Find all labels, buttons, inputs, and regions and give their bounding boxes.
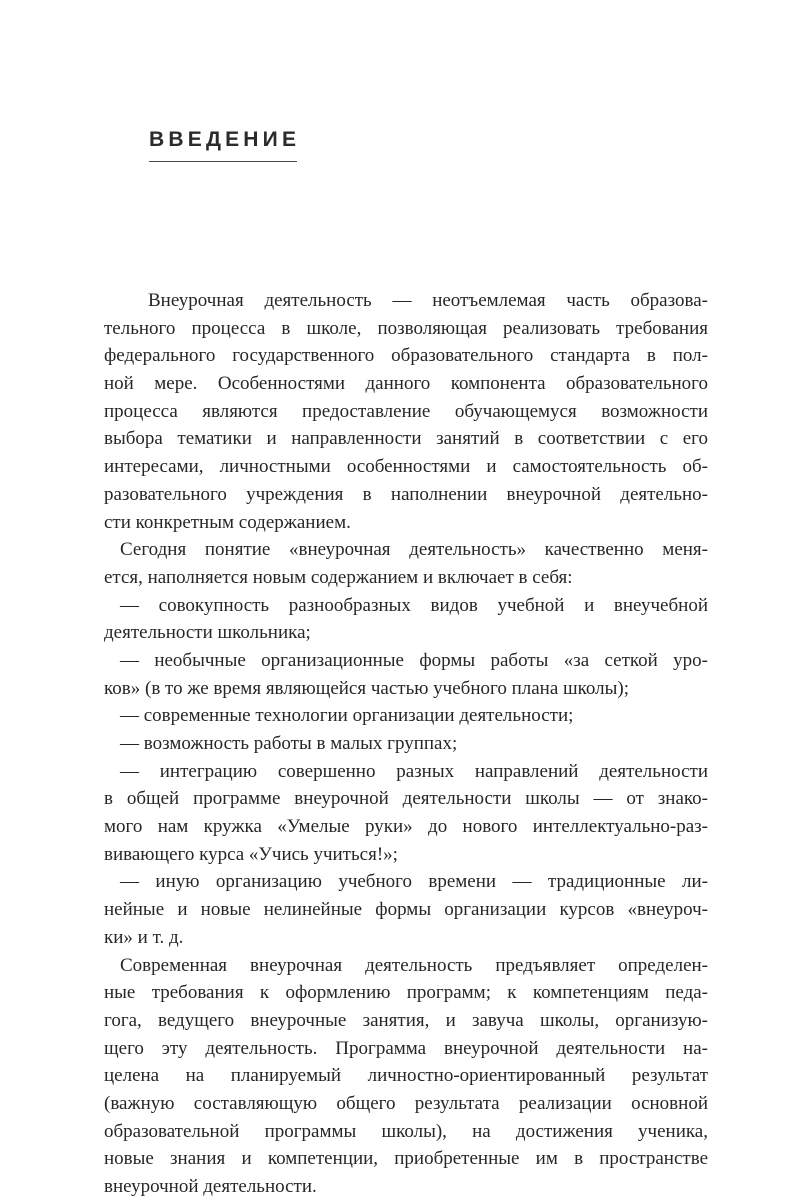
text-line: процесса являются предоставление обучающемуся возможности [104, 400, 708, 422]
text-line: деятельности школьника; [104, 622, 311, 644]
text-line: — возможность работы в малых группах; [120, 733, 458, 754]
text-line: — совокупность разнообразных видов учебной и внеучебной [120, 594, 708, 616]
text-line: разовательного учреждения в наполнении внеурочной деятельно- [104, 483, 708, 505]
text-line: (важную составляющую общего результата реализации основной [104, 1092, 708, 1114]
text-line: гога, ведущего внеурочные занятия, и завуча школы, организую- [104, 1009, 708, 1031]
text-line: — интеграцию совершенно разных направлений деятельности [120, 760, 708, 782]
text-line: образовательной программы школы), на достижения ученика, [104, 1120, 708, 1142]
text-line: ные требования к оформлению программ; к компетенциям педа- [104, 982, 708, 1004]
text-line: ется, наполняется новым содержанием и включает в себя: [104, 566, 573, 588]
text-line: интересами, личностными особенностями и самостоятельность об- [104, 456, 708, 478]
body-text [104, 287, 708, 1201]
text-line: выбора тематики и направленности занятий в соответствии с его [104, 428, 708, 450]
text-line: Сегодня понятие «внеурочная деятельность» качественно меня- [120, 539, 708, 561]
text-line: вивающего курса «Учись учиться!»; [104, 843, 398, 865]
text-line: — современные технологии организации деятельности; [120, 705, 574, 727]
text-line: тельного процесса в школе, позволяющая реализовать требования [104, 317, 708, 339]
text-line: — иную организацию учебного времени — традиционные ли- [120, 871, 708, 893]
text-line: ки» и т. д. [104, 926, 184, 948]
text-line: федерального государственного образовательного стандарта в пол- [104, 345, 708, 367]
text-line: в общей программе внеурочной деятельности школы — от знако- [104, 788, 708, 810]
text-line: целена на планируемый личностно-ориентированный результат [104, 1065, 708, 1087]
text-line: нейные и новые нелинейные формы организации курсов «внеуроч- [104, 899, 708, 921]
text-line: Современная внеурочная деятельность предъявляет определен- [120, 954, 708, 976]
text-line: Внеурочная деятельность — неотъемлемая часть образова- [148, 290, 708, 311]
text-line: ной мере. Особенностями данного компонента образовательного [104, 373, 708, 395]
text-line: ков» (в то же время являющейся частью учебного плана школы); [104, 677, 630, 699]
heading-underline [149, 161, 297, 162]
text-line: новые знания и компетенции, приобретенные им в пространстве [104, 1148, 708, 1170]
text-line: щего эту деятельность. Программа внеурочной деятельности на- [104, 1037, 708, 1059]
text-line: сти конкретным содержанием. [104, 511, 351, 533]
text-line: внеурочной деятельности. [104, 1176, 317, 1197]
text-line: мого нам кружка «Умелые руки» до нового интеллектуально-раз- [104, 816, 708, 838]
text-line: — необычные организационные формы работы «за сеткой уро- [120, 649, 708, 671]
chapter-heading: ВВЕДЕНИЕ [149, 128, 301, 151]
